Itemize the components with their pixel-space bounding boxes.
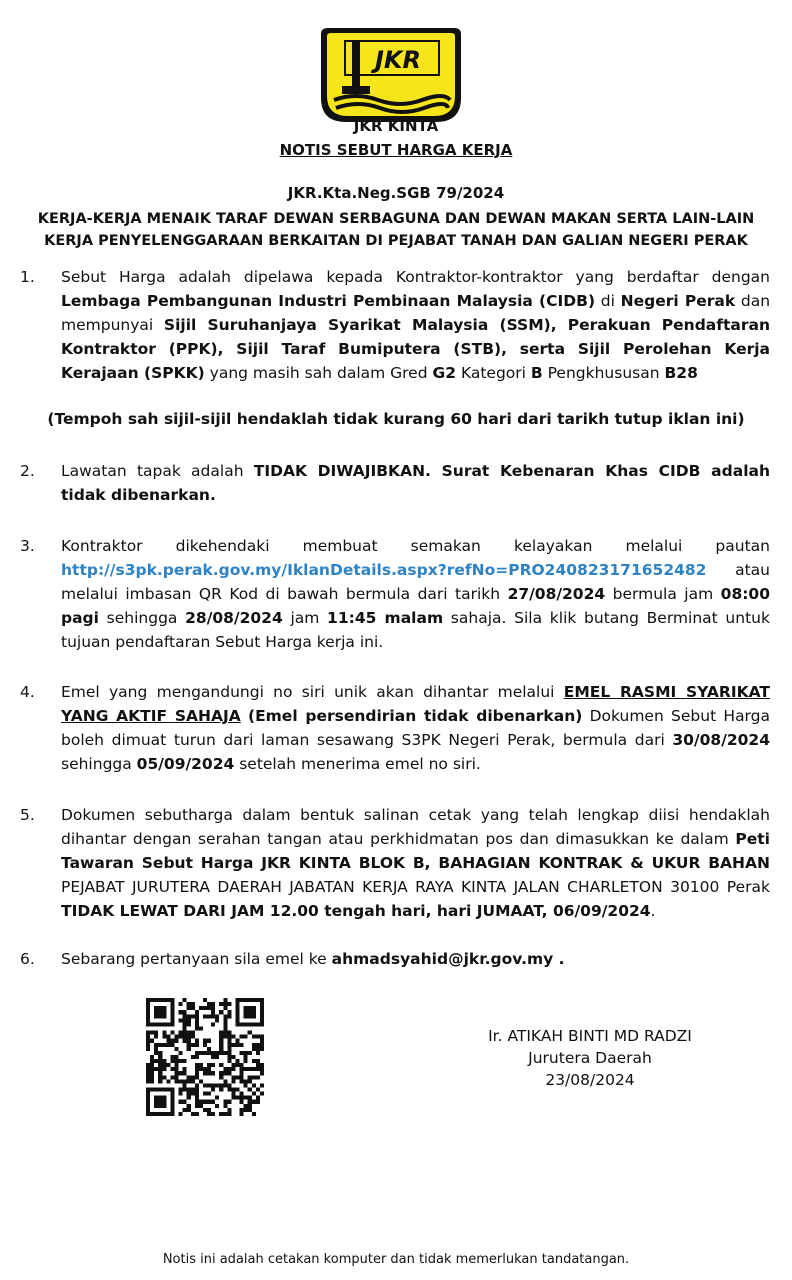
date: 05/09/2024 [136,755,235,773]
clause-number: 1. [20,268,35,286]
time: 08:00 pagi [61,585,770,627]
text: Dokumen sebutharga dalam bentuk salinan cetak yang telah lengkap diisi hendaklah dihantar dengan serahan tangan atau perkhidmatan pos dan dimasukkan ke dalam [61,806,770,848]
clause-4 [20,680,770,776]
text: sahaja. Sila klik butang Berminat untuk tujuan pendaftaran Sebut Harga kerja ini. [61,609,770,651]
signatory-name: Ir. ATIKAH BINTI MD RADZI [488,1027,692,1045]
notice-title: NOTIS SEBUT HARGA KERJA [279,141,513,159]
category: B [530,364,543,382]
clause-1 [20,265,770,385]
text: sehingga [98,609,186,627]
signature-block [420,1025,760,1091]
logo-text: JKR [374,46,422,74]
emphasis: Sijil Suruhanjaya Syarikat Malaysia (SSM), Perakuan Pendaftaran Kontraktor (PPK), Sijil Taraf Bumiputera (STB), serta Sijil Perolehan Kerja Kerajaan (SPKK) [61,316,770,382]
clause-number: 6. [20,950,35,968]
text: PEJABAT JURUTERA DAERAH JABATAN KERJA RAYA KINTA JALAN CHARLETON 30100 Perak [61,878,770,896]
text: . [650,902,656,920]
text: Sebarang pertanyaan sila emel ke [61,950,332,968]
clause-number: 2. [20,462,35,480]
text: dan mempunyai [61,292,771,334]
text: Sebut Harga adalah dipelawa kepada Kontraktor-kontraktor yang berdaftar dengan [61,268,770,286]
text: Pengkhususan [542,364,665,382]
project-title-line-1: KERJA-KERJA MENAIK TARAF DEWAN SERBAGUNA DAN DEWAN MAKAN SERTA LAIN-LAIN [37,211,755,227]
emphasis: (Emel persendirian tidak dibenarkan) [247,707,583,725]
emphasis: Negeri Perak [620,292,736,310]
emphasis: EMEL RASMI SYARIKAT YANG AKTIF SAHAJA [61,683,770,725]
s3pk-link[interactable]: http://s3pk.perak.gov.my/IklanDetails.aspx?refNo=PRO240823171652482 [61,561,707,579]
text: Kontraktor dikehendaki membuat semakan kelayakan melalui pautan [61,537,770,555]
emphasis: TIDAK LEWAT DARI JAM 12.00 tengah hari, hari JUMAAT, 06/09/2024 [61,902,651,920]
footer-note: Notis ini adalah cetakan komputer dan tidak memerlukan tandatangan. [162,1252,630,1267]
emphasis: Peti Tawaran Sebut Harga JKR KINTA BLOK B, BAHAGIAN KONTRAK & UKUR BAHAN [61,830,770,872]
time: 11:45 malam [327,609,444,627]
org-name: JKR KINTA [353,117,439,135]
text: jam [282,609,328,627]
text: yang masih sah dalam Gred [204,364,433,382]
text: setelah menerima emel no siri. [234,755,481,773]
date: 27/08/2024 [507,585,606,603]
text: bermula jam [605,585,721,603]
clause-5 [20,803,770,923]
clause-6 [20,947,770,971]
validity-note: (Tempoh sah sijil-sijil hendaklah tidak kurang 60 hari dari tarikh tutup iklan ini) [47,410,745,428]
text: atau melalui imbasan QR Kod di bawah bermula dari tarikh [61,561,770,603]
text: Kategori [456,364,531,382]
emphasis: Lembaga Pembangunan Industri Pembinaan Malaysia (CIDB) [61,292,596,310]
jkr-logo [316,26,466,124]
text: Dokumen Sebut Harga boleh dimuat turun dari laman sesawang S3PK Negeri Perak, bermula dari [61,707,770,749]
reference-number: JKR.Kta.Neg.SGB 79/2024 [287,184,505,202]
text: Lawatan tapak adalah [61,462,254,480]
project-title-line-2: KERJA PENYELENGGARAAN BERKAITAN DI PEJABAT TANAH DAN GALIAN NEGERI PERAK [44,233,748,249]
text [241,707,248,725]
date: 28/08/2024 [185,609,283,627]
clause-number: 3. [20,537,35,555]
date: 30/08/2024 [672,731,770,749]
contact-email: ahmadsyahid@jkr.gov.my . [331,950,565,968]
text: di [595,292,621,310]
qr-code-image[interactable] [146,998,264,1116]
signature-date: 23/08/2024 [545,1071,635,1089]
emphasis: TIDAK DIWAJIBKAN. Surat Kebenaran Khas CIDB adalah tidak dibenarkan. [61,462,771,504]
text: Emel yang mengandungi no siri unik akan dihantar melalui [61,683,564,701]
project-title [0,208,792,252]
clause-2 [20,459,770,507]
text: sehingga [61,755,137,773]
signatory-position: Jurutera Daerah [528,1049,652,1067]
clause-number: 5. [20,806,35,824]
specialisation: B28 [664,364,698,382]
clause-number: 4. [20,683,35,701]
grade: G2 [432,364,457,382]
clause-3 [20,534,770,654]
